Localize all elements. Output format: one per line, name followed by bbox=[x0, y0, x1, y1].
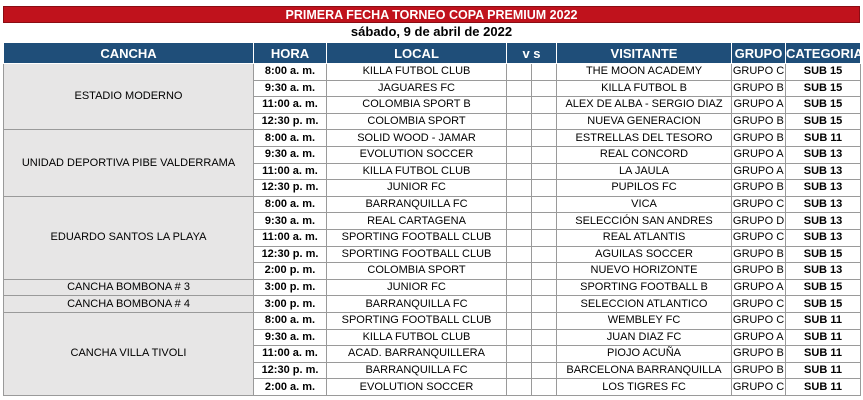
group-cell: GRUPO A bbox=[732, 279, 786, 296]
match-time: 8:00 a. m. bbox=[254, 130, 327, 147]
group-cell: GRUPO D bbox=[732, 213, 786, 230]
match-row bbox=[4, 196, 861, 213]
home-team: COLOMBIA SPORT bbox=[327, 113, 507, 130]
away-team: LOS TIGRES FC bbox=[557, 379, 732, 396]
away-team: WEMBLEY FC bbox=[557, 312, 732, 329]
fixture-table bbox=[3, 42, 861, 396]
header-row bbox=[4, 43, 861, 64]
match-time: 12:30 p. m. bbox=[254, 180, 327, 197]
category-cell: SUB 11 bbox=[786, 362, 861, 379]
category-cell: SUB 15 bbox=[786, 97, 861, 114]
vs-cell-left bbox=[507, 296, 532, 313]
group-cell: GRUPO A bbox=[732, 97, 786, 114]
venue-cell: CANCHA VILLA TIVOLI bbox=[4, 312, 254, 395]
away-team: JUAN DIAZ FC bbox=[557, 329, 732, 346]
vs-cell-right bbox=[532, 113, 557, 130]
venue-cell: CANCHA BOMBONA # 4 bbox=[4, 296, 254, 313]
home-team: SPORTING FOOTBALL CLUB bbox=[327, 246, 507, 263]
home-team: JAGUARES FC bbox=[327, 80, 507, 97]
away-team: SPORTING FOOTBALL B bbox=[557, 279, 732, 296]
header-cancha: CANCHA bbox=[4, 43, 254, 64]
vs-cell-right bbox=[532, 346, 557, 363]
vs-cell-right bbox=[532, 246, 557, 263]
vs-cell-right bbox=[532, 64, 557, 81]
home-team: KILLA FUTBOL CLUB bbox=[327, 163, 507, 180]
away-team: PIOJO ACUÑA bbox=[557, 346, 732, 363]
group-cell: GRUPO B bbox=[732, 263, 786, 280]
away-team: SELECCION ATLANTICO bbox=[557, 296, 732, 313]
match-time: 11:00 a. m. bbox=[254, 163, 327, 180]
away-team: AGUILAS SOCCER bbox=[557, 246, 732, 263]
home-team: ACAD. BARRANQUILLERA bbox=[327, 346, 507, 363]
group-cell: GRUPO A bbox=[732, 146, 786, 163]
header-local: LOCAL bbox=[327, 43, 507, 64]
venue-cell: UNIDAD DEPORTIVA PIBE VALDERRAMA bbox=[4, 130, 254, 196]
match-time: 11:00 a. m. bbox=[254, 229, 327, 246]
category-cell: SUB 11 bbox=[786, 329, 861, 346]
home-team: JUNIOR FC bbox=[327, 279, 507, 296]
category-cell: SUB 15 bbox=[786, 246, 861, 263]
group-cell: GRUPO A bbox=[732, 163, 786, 180]
away-team: VICA bbox=[557, 196, 732, 213]
category-cell: SUB 13 bbox=[786, 146, 861, 163]
group-cell: GRUPO C bbox=[732, 64, 786, 81]
home-team: COLOMBIA SPORT bbox=[327, 263, 507, 280]
category-cell: SUB 13 bbox=[786, 196, 861, 213]
vs-cell-left bbox=[507, 346, 532, 363]
category-cell: SUB 11 bbox=[786, 312, 861, 329]
header-categoria: CATEGORIA bbox=[786, 43, 861, 64]
away-team: REAL ATLANTIS bbox=[557, 229, 732, 246]
vs-cell-right bbox=[532, 229, 557, 246]
group-cell: GRUPO B bbox=[732, 80, 786, 97]
match-time: 9:30 a. m. bbox=[254, 146, 327, 163]
vs-cell-left bbox=[507, 80, 532, 97]
vs-cell-left bbox=[507, 97, 532, 114]
home-team: KILLA FUTBOL CLUB bbox=[327, 64, 507, 81]
match-time: 8:00 a. m. bbox=[254, 64, 327, 81]
header-grupo: GRUPO bbox=[732, 43, 786, 64]
category-cell: SUB 13 bbox=[786, 213, 861, 230]
group-cell: GRUPO B bbox=[732, 180, 786, 197]
away-team: THE MOON ACADEMY bbox=[557, 64, 732, 81]
home-team: COLOMBIA SPORT B bbox=[327, 97, 507, 114]
vs-cell-left bbox=[507, 213, 532, 230]
match-time: 9:30 a. m. bbox=[254, 213, 327, 230]
home-team: SPORTING FOOTBALL CLUB bbox=[327, 312, 507, 329]
category-cell: SUB 15 bbox=[786, 80, 861, 97]
away-team: PUPILOS FC bbox=[557, 180, 732, 197]
vs-cell-left bbox=[507, 246, 532, 263]
vs-cell-left bbox=[507, 113, 532, 130]
away-team: NUEVO HORIZONTE bbox=[557, 263, 732, 280]
away-team: SELECCIÓN SAN ANDRES bbox=[557, 213, 732, 230]
group-cell: GRUPO C bbox=[732, 196, 786, 213]
group-cell: GRUPO C bbox=[732, 379, 786, 396]
group-cell: GRUPO C bbox=[732, 312, 786, 329]
header-vs: v s bbox=[507, 43, 557, 64]
vs-cell-right bbox=[532, 196, 557, 213]
venue-cell: ESTADIO MODERNO bbox=[4, 64, 254, 130]
vs-cell-left bbox=[507, 362, 532, 379]
header-hora: HORA bbox=[254, 43, 327, 64]
category-cell: SUB 15 bbox=[786, 279, 861, 296]
match-time: 11:00 a. m. bbox=[254, 346, 327, 363]
vs-cell-right bbox=[532, 80, 557, 97]
home-team: BARRANQUILLA FC bbox=[327, 196, 507, 213]
vs-cell-left bbox=[507, 180, 532, 197]
vs-cell-right bbox=[532, 329, 557, 346]
group-cell: GRUPO B bbox=[732, 113, 786, 130]
vs-cell-left bbox=[507, 130, 532, 147]
header-visitante: VISITANTE bbox=[557, 43, 732, 64]
vs-cell-right bbox=[532, 296, 557, 313]
category-cell: SUB 15 bbox=[786, 296, 861, 313]
match-time: 3:00 p. m. bbox=[254, 296, 327, 313]
vs-cell-left bbox=[507, 146, 532, 163]
group-cell: GRUPO B bbox=[732, 130, 786, 147]
vs-cell-left bbox=[507, 329, 532, 346]
match-row bbox=[4, 312, 861, 329]
vs-cell-right bbox=[532, 312, 557, 329]
group-cell: GRUPO C bbox=[732, 229, 786, 246]
away-team: ALEX DE ALBA - SERGIO DIAZ bbox=[557, 97, 732, 114]
away-team: REAL CONCORD bbox=[557, 146, 732, 163]
match-time: 2:00 p. m. bbox=[254, 263, 327, 280]
home-team: REAL CARTAGENA bbox=[327, 213, 507, 230]
home-team: SOLID WOOD - JAMAR bbox=[327, 130, 507, 147]
home-team: SPORTING FOOTBALL CLUB bbox=[327, 229, 507, 246]
vs-cell-left bbox=[507, 229, 532, 246]
vs-cell-right bbox=[532, 263, 557, 280]
category-cell: SUB 15 bbox=[786, 64, 861, 81]
fixture-body bbox=[4, 64, 861, 396]
away-team: ESTRELLAS DEL TESORO bbox=[557, 130, 732, 147]
vs-cell-right bbox=[532, 213, 557, 230]
match-row bbox=[4, 296, 861, 313]
match-time: 8:00 a. m. bbox=[254, 312, 327, 329]
category-cell: SUB 13 bbox=[786, 263, 861, 280]
home-team: EVOLUTION SOCCER bbox=[327, 379, 507, 396]
match-time: 2:00 a. m. bbox=[254, 379, 327, 396]
vs-cell-right bbox=[532, 180, 557, 197]
category-cell: SUB 15 bbox=[786, 113, 861, 130]
vs-cell-left bbox=[507, 279, 532, 296]
vs-cell-left bbox=[507, 64, 532, 81]
match-row bbox=[4, 64, 861, 81]
match-time: 3:00 p. m. bbox=[254, 279, 327, 296]
vs-cell-right bbox=[532, 379, 557, 396]
away-team: LA JAULA bbox=[557, 163, 732, 180]
group-cell: GRUPO C bbox=[732, 296, 786, 313]
away-team: BARCELONA BARRANQUILLA bbox=[557, 362, 732, 379]
category-cell: SUB 13 bbox=[786, 163, 861, 180]
match-row bbox=[4, 130, 861, 147]
vs-cell-right bbox=[532, 279, 557, 296]
vs-cell-left bbox=[507, 263, 532, 280]
group-cell: GRUPO A bbox=[732, 329, 786, 346]
vs-cell-right bbox=[532, 146, 557, 163]
venue-cell: CANCHA BOMBONA # 3 bbox=[4, 279, 254, 296]
match-date: sábado, 9 de abril de 2022 bbox=[350, 24, 513, 39]
match-time: 9:30 a. m. bbox=[254, 80, 327, 97]
vs-cell-left bbox=[507, 312, 532, 329]
group-cell: GRUPO B bbox=[732, 246, 786, 263]
match-time: 8:00 a. m. bbox=[254, 196, 327, 213]
category-cell: SUB 13 bbox=[786, 229, 861, 246]
home-team: BARRANQUILLA FC bbox=[327, 296, 507, 313]
vs-cell-right bbox=[532, 97, 557, 114]
home-team: EVOLUTION SOCCER bbox=[327, 146, 507, 163]
vs-cell-right bbox=[532, 130, 557, 147]
match-time: 9:30 a. m. bbox=[254, 329, 327, 346]
match-time: 12:30 p. m. bbox=[254, 246, 327, 263]
group-cell: GRUPO B bbox=[732, 346, 786, 363]
tournament-title: PRIMERA FECHA TORNEO COPA PREMIUM 2022 bbox=[3, 6, 860, 23]
away-team: NUEVA GENERACION bbox=[557, 113, 732, 130]
away-team: KILLA FUTBOL B bbox=[557, 80, 732, 97]
home-team: BARRANQUILLA FC bbox=[327, 362, 507, 379]
vs-cell-left bbox=[507, 163, 532, 180]
vs-cell-right bbox=[532, 163, 557, 180]
match-time: 12:30 p. m. bbox=[254, 113, 327, 130]
vs-cell-left bbox=[507, 379, 532, 396]
home-team: JUNIOR FC bbox=[327, 180, 507, 197]
vs-cell-left bbox=[507, 196, 532, 213]
category-cell: SUB 11 bbox=[786, 130, 861, 147]
home-team: KILLA FUTBOL CLUB bbox=[327, 329, 507, 346]
vs-cell-right bbox=[532, 362, 557, 379]
category-cell: SUB 13 bbox=[786, 180, 861, 197]
match-time: 12:30 p. m. bbox=[254, 362, 327, 379]
venue-cell: EDUARDO SANTOS LA PLAYA bbox=[4, 196, 254, 279]
group-cell: GRUPO B bbox=[732, 362, 786, 379]
match-row bbox=[4, 279, 861, 296]
category-cell: SUB 11 bbox=[786, 379, 861, 396]
match-time: 11:00 a. m. bbox=[254, 97, 327, 114]
category-cell: SUB 11 bbox=[786, 346, 861, 363]
